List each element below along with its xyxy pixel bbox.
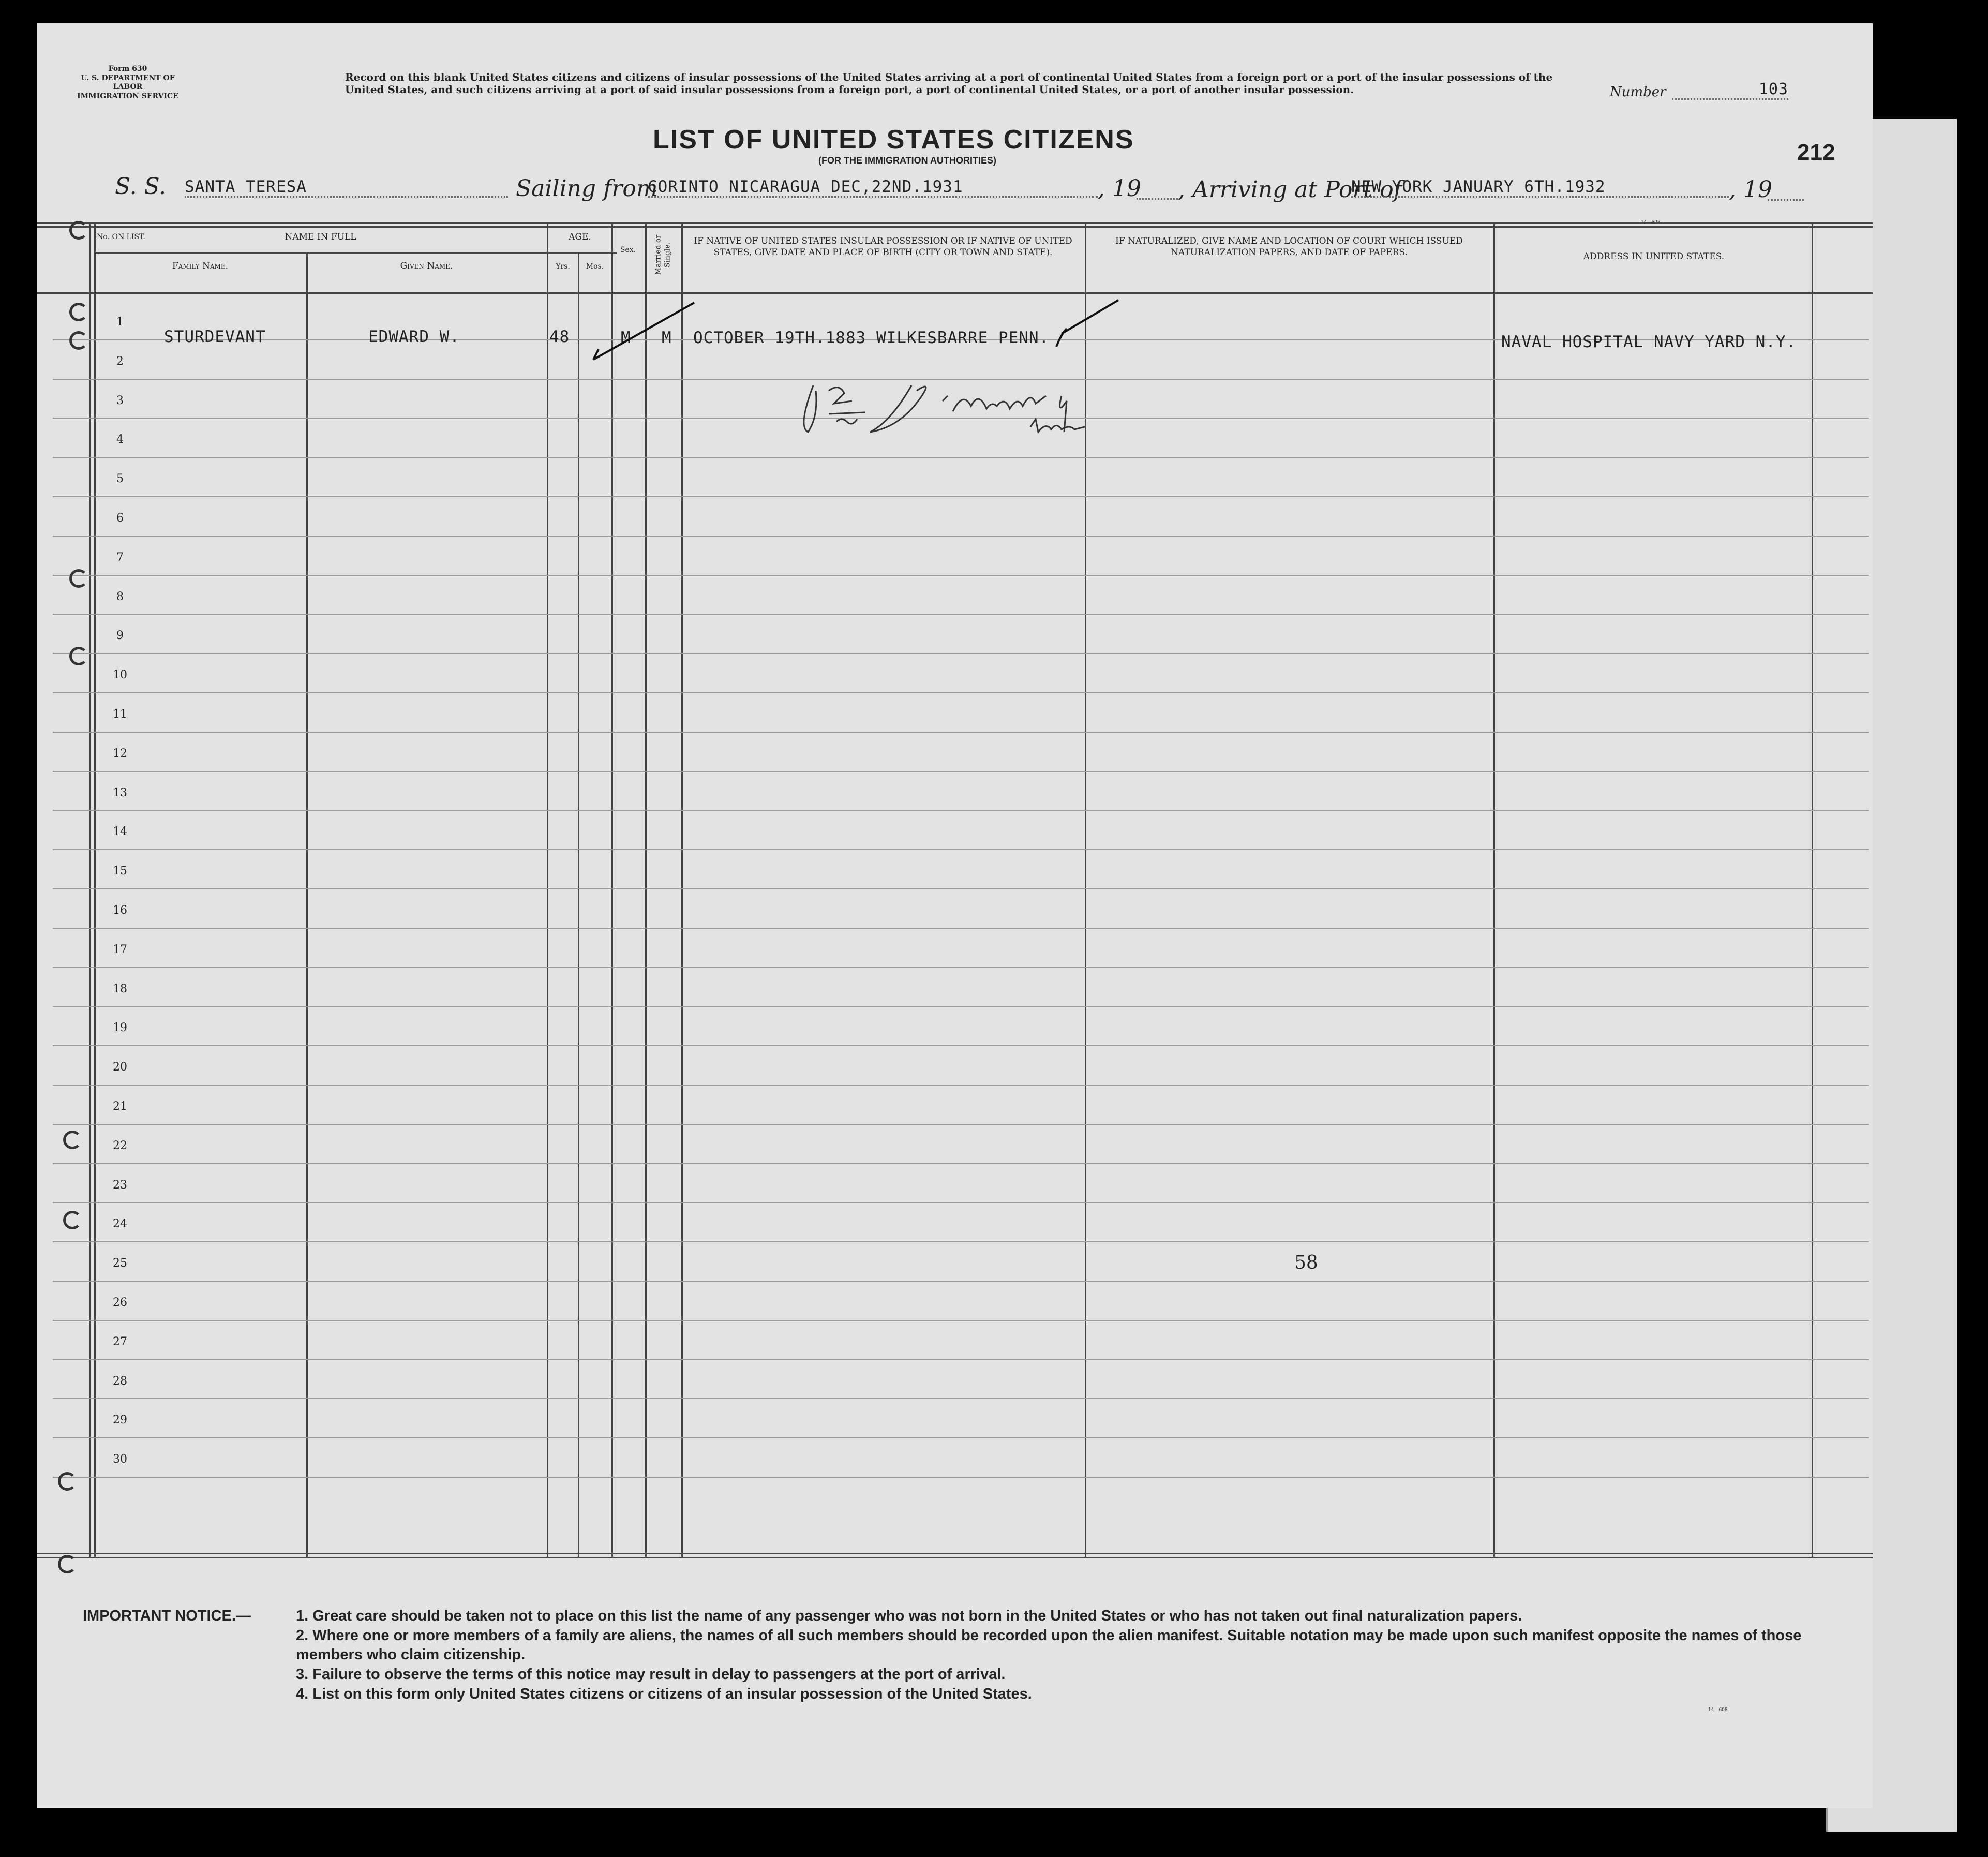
page-subtitle: (FOR THE IMMIGRATION AUTHORITIES) bbox=[818, 155, 996, 166]
row-rule bbox=[53, 1281, 1869, 1282]
binder-hole bbox=[58, 1555, 77, 1573]
table-top-rule-2 bbox=[37, 226, 1873, 228]
page-number: 212 bbox=[1797, 140, 1835, 165]
row-number: 19 bbox=[113, 1021, 127, 1034]
row1-sex: M bbox=[621, 329, 631, 347]
col-divider bbox=[611, 222, 613, 1557]
arriving-value: NEW YORK JANUARY 6TH.1932 bbox=[1351, 177, 1729, 198]
col-sex: Sex. bbox=[620, 246, 636, 254]
notice-item-3: 3. Failure to observe the terms of this notice may result in delay to passengers at the port of arrival. bbox=[296, 1666, 1006, 1683]
col-divider bbox=[306, 252, 308, 1557]
table-bottom-rule bbox=[37, 1553, 1873, 1554]
table-top-rule bbox=[37, 222, 1873, 224]
row-number: 22 bbox=[113, 1139, 127, 1152]
row1-family-name: STURDEVANT bbox=[164, 328, 266, 346]
row-rule bbox=[53, 1045, 1869, 1046]
col-name-in-full: NAME IN FULL bbox=[285, 232, 356, 242]
row-number: 7 bbox=[116, 551, 124, 564]
row-rule bbox=[53, 1437, 1869, 1438]
binder-hole bbox=[69, 647, 88, 665]
row-number: 1 bbox=[116, 316, 124, 329]
row-number: 27 bbox=[113, 1335, 127, 1348]
row-rule bbox=[53, 732, 1869, 733]
check-mark bbox=[575, 292, 730, 375]
row-number: 5 bbox=[116, 472, 124, 485]
row-number: 30 bbox=[113, 1453, 127, 1466]
row-number: 6 bbox=[116, 512, 124, 525]
table-bottom-rule-2 bbox=[37, 1557, 1873, 1558]
binder-hole bbox=[69, 331, 88, 350]
row1-married: M bbox=[662, 329, 672, 347]
row-rule bbox=[53, 1085, 1869, 1086]
notice-item-4: 4. List on this form only United States citizens or citizens of an insular possession of the United States. bbox=[296, 1685, 1032, 1702]
header-bottom-rule bbox=[37, 292, 1873, 294]
binder-hole bbox=[63, 1131, 82, 1149]
row-rule bbox=[53, 1477, 1869, 1478]
number-label: Number bbox=[1610, 84, 1666, 100]
stray-number: 58 bbox=[1294, 1252, 1318, 1273]
notice-print-code: 14—608 bbox=[1708, 1707, 1728, 1713]
arriving-label: , Arriving at Port of bbox=[1178, 176, 1402, 203]
inspector-signature bbox=[787, 365, 1149, 453]
row-rule bbox=[53, 457, 1869, 458]
col-divider bbox=[89, 222, 91, 1557]
row-number: 13 bbox=[113, 786, 127, 799]
row-number: 12 bbox=[113, 747, 127, 760]
row-number: 20 bbox=[113, 1061, 127, 1074]
manifest-sheet bbox=[37, 23, 1873, 1808]
binder-hole bbox=[69, 303, 88, 321]
row-number: 29 bbox=[113, 1414, 127, 1427]
row-rule bbox=[53, 1202, 1869, 1203]
row-number: 16 bbox=[113, 904, 127, 917]
row-rule bbox=[53, 1006, 1869, 1007]
ship-name: SANTA TERESA bbox=[185, 177, 508, 198]
col-divider bbox=[578, 252, 579, 1557]
binder-hole bbox=[63, 1211, 82, 1229]
row-rule bbox=[53, 771, 1869, 772]
row-number: 14 bbox=[113, 825, 127, 838]
col-divider bbox=[681, 222, 683, 1557]
col-given-name: Given Name. bbox=[400, 261, 453, 271]
row-number: 11 bbox=[113, 708, 127, 721]
row-rule bbox=[53, 536, 1869, 537]
department: U. S. DEPARTMENT OF LABOR bbox=[81, 73, 175, 91]
year-blank-2 bbox=[1768, 199, 1804, 201]
row-rule bbox=[53, 1163, 1869, 1164]
name-age-subrule bbox=[94, 252, 617, 254]
row-rule bbox=[53, 1359, 1869, 1360]
col-mos: Mos. bbox=[586, 262, 604, 271]
row-rule bbox=[53, 692, 1869, 693]
check-mark-2 bbox=[1046, 298, 1124, 360]
year-label-2: , 19 bbox=[1729, 176, 1772, 203]
col-no: No. ON LIST. bbox=[97, 233, 145, 241]
row-rule bbox=[53, 810, 1869, 811]
row-number: 2 bbox=[116, 355, 124, 368]
col-divider bbox=[1493, 222, 1495, 1557]
notice-item-2: 2. Where one or more members of a family are aliens, the names of all such members should be recorded upon the alien manifest. Suitable notation may be made upon such manifest opposite the names of those members who claim citizenship. bbox=[296, 1627, 1802, 1663]
row-rule bbox=[53, 614, 1869, 615]
row-number: 8 bbox=[116, 590, 124, 603]
row-number: 23 bbox=[113, 1179, 127, 1192]
col-birth: IF NATIVE OF UNITED STATES INSULAR POSSESSION OR IF NATIVE OF UNITED STATES, GIVE DATE AND PLACE OF BIRTH (CITY OR TOWN AND STATE). bbox=[694, 236, 1072, 258]
sailing-label: Sailing from bbox=[516, 175, 658, 202]
row-rule bbox=[53, 1320, 1869, 1321]
row1-address: NAVAL HOSPITAL NAVY YARD N.Y. bbox=[1501, 333, 1797, 351]
row-number: 21 bbox=[113, 1100, 127, 1113]
col-address: ADDRESS IN UNITED STATES. bbox=[1583, 251, 1725, 262]
sailing-value: CORINTO NICARAGUA DEC,22ND.1931 bbox=[648, 177, 1098, 198]
col-divider bbox=[1812, 222, 1813, 1557]
number-value: 103 bbox=[1672, 80, 1788, 100]
col-divider bbox=[94, 222, 96, 1557]
binder-hole bbox=[69, 221, 88, 240]
col-divider bbox=[645, 222, 647, 1557]
row1-given-name: EDWARD W. bbox=[368, 328, 460, 346]
notice-items bbox=[296, 1607, 1806, 1704]
year-blank-1 bbox=[1137, 198, 1178, 200]
row-number: 28 bbox=[113, 1375, 127, 1388]
row-rule bbox=[53, 888, 1869, 889]
row-rule bbox=[53, 967, 1869, 968]
row-number: 25 bbox=[113, 1257, 127, 1270]
notice-label: IMPORTANT NOTICE.— bbox=[83, 1608, 251, 1624]
row-number: 15 bbox=[113, 865, 127, 878]
row1-birth: OCTOBER 19TH.1883 WILKESBARRE PENN. bbox=[693, 329, 1050, 347]
row-rule bbox=[53, 653, 1869, 654]
year-label-1: , 19 bbox=[1098, 175, 1141, 202]
row-rule bbox=[53, 496, 1869, 497]
row-rule bbox=[53, 928, 1869, 929]
col-married-single: Married or Single. bbox=[654, 234, 671, 275]
binder-hole bbox=[58, 1472, 77, 1491]
row-rule bbox=[53, 1398, 1869, 1399]
col-divider bbox=[547, 222, 548, 1557]
ss-label: S. S. bbox=[115, 173, 167, 200]
notice-item-1: 1. Great care should be taken not to place on this list the name of any passenger who was not born in the United States or who has not taken out final naturalization papers. bbox=[296, 1608, 1522, 1624]
col-age: AGE. bbox=[569, 232, 591, 242]
page-title: LIST OF UNITED STATES CITIZENS bbox=[653, 125, 1134, 155]
instructions: Record on this blank United States citizens and citizens of insular possessions of the United States arriving at a port of continental United States from a foreign port or a port of the insular possessions of the United States, and such citizens arriving at a port of said insular possessions from a foreign port, a port of continental United States, or a port of another insular possession. bbox=[345, 71, 1553, 96]
form-number: Form 630 bbox=[108, 65, 147, 73]
row-rule bbox=[53, 849, 1869, 850]
row-number: 3 bbox=[116, 394, 124, 407]
row1-age-yrs: 48 bbox=[549, 328, 570, 346]
row-number: 18 bbox=[113, 983, 127, 996]
binder-hole bbox=[69, 569, 88, 588]
row-rule bbox=[53, 1124, 1869, 1125]
col-yrs: Yrs. bbox=[556, 262, 570, 271]
row-number: 17 bbox=[113, 943, 127, 956]
col-family-name: Family Name. bbox=[172, 261, 228, 271]
form-header bbox=[68, 65, 187, 101]
service: IMMIGRATION SERVICE bbox=[77, 92, 178, 100]
row-number: 26 bbox=[113, 1296, 127, 1309]
row-number: 4 bbox=[116, 433, 124, 446]
row-number: 10 bbox=[113, 668, 127, 681]
row-number: 9 bbox=[116, 629, 124, 642]
row-rule bbox=[53, 575, 1869, 576]
row-rule bbox=[53, 1241, 1869, 1242]
row-number: 24 bbox=[113, 1217, 127, 1230]
col-naturalized: IF NATURALIZED, GIVE NAME AND LOCATION OF COURT WHICH ISSUED NATURALIZATION PAPERS, AND DATE OF PAPERS. bbox=[1115, 236, 1463, 258]
